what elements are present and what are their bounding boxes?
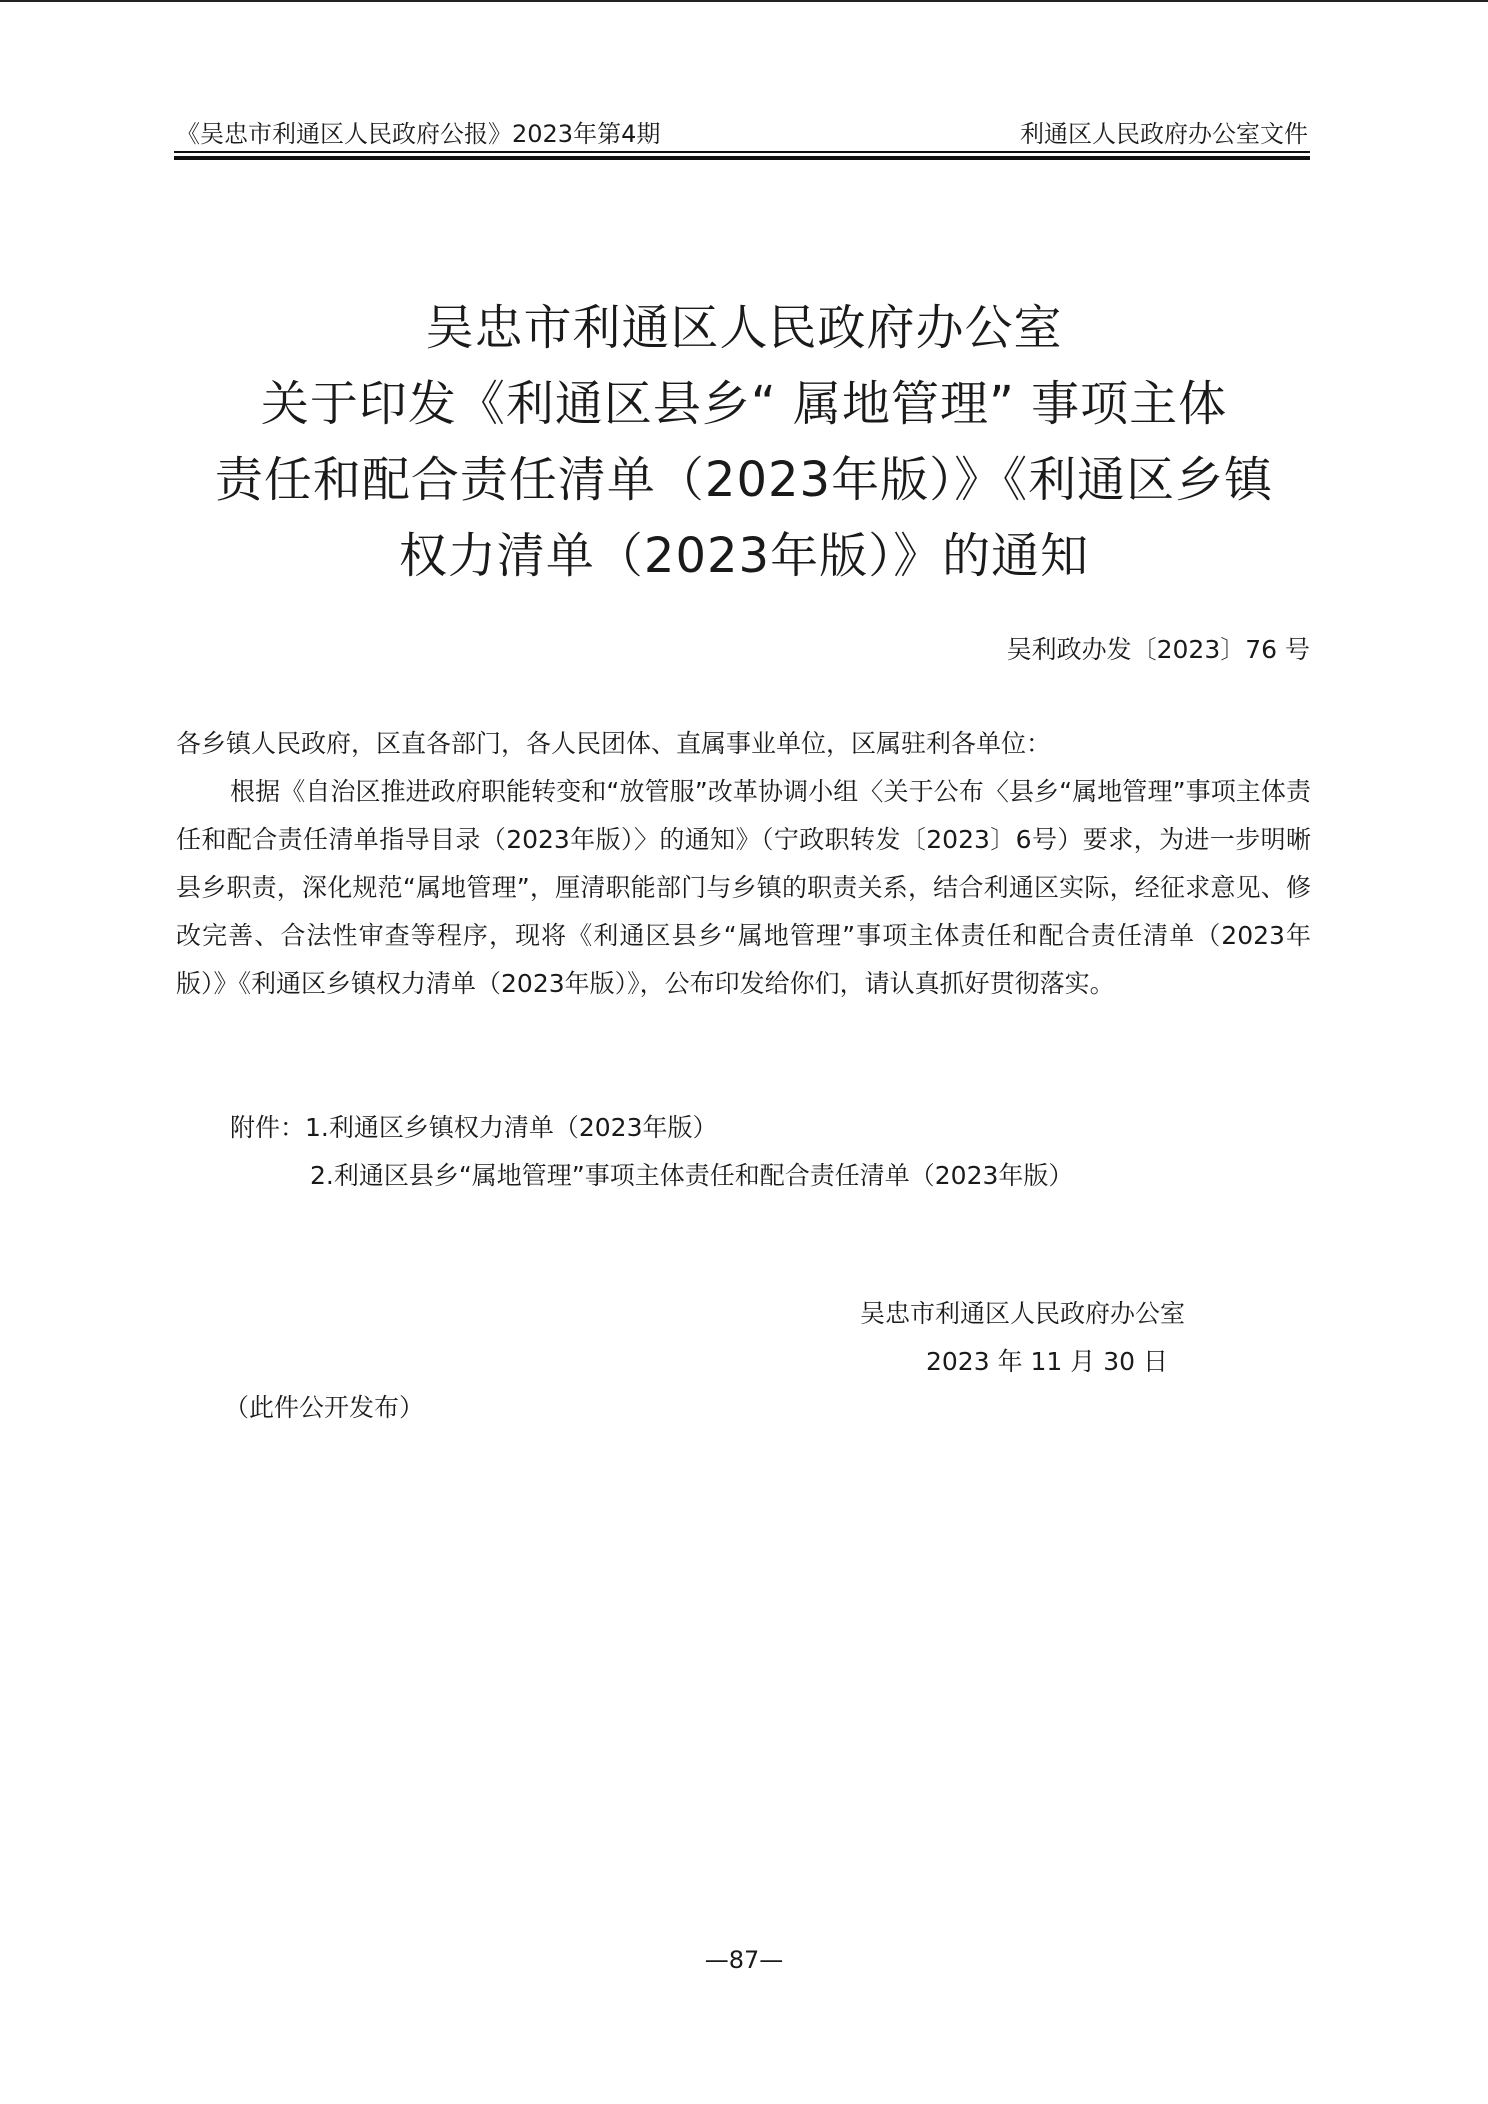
body-paragraph: 根据《自治区推进政府职能转变和“放管服”改革协调小组〈关于公布〈县乡“属地管理”事项主体责任和配合责任清单指导目录（2023年版）〉的通知》（宁政职转发〔2023〕6号）要求，为进一步明晰县乡职责，深化规范“属地管理”，厘清职能部门与乡镇的职责关系，结合利通区实际，经征求意见、修改完善、合法性审查等程序，现将《利通区县乡“属地管理”事项主体责任和配合责任清单（2023年版）》《利通区乡镇权力清单（2023年版）》，公布印发给你们，请认真抓好贯彻落实。	[176, 777, 1311, 998]
attachments-label: 附件：	[230, 1113, 306, 1142]
publication-note: （此件公开发布）	[224, 1393, 425, 1422]
page-number: —87—	[704, 1946, 784, 1974]
signature-date: 2023 年 11 月 30 日	[926, 1347, 1168, 1376]
page-top-border	[0, 0, 1488, 2]
header-rule-thick	[174, 156, 1310, 160]
title-line-2: 关于印发《利通区县乡“ 属地管理” 事项主体	[260, 376, 1228, 432]
header-document-type: 利通区人民政府办公室文件	[1020, 120, 1308, 148]
title-line-4: 权力清单（2023年版）》的通知	[398, 528, 1090, 584]
header-publication: 《吴忠市利通区人民政府公报》2023年第4期	[176, 120, 661, 148]
running-header	[176, 108, 1308, 148]
document-title	[120, 290, 1368, 594]
document-number: 吴利政办发〔2023〕76 号	[1006, 635, 1310, 664]
title-line-3: 责任和配合责任清单（2023年版）》《利通区乡镇	[214, 452, 1274, 508]
attachment-item-2: 2.利通区县乡“属地管理”事项主体责任和配合责任清单（2023年版）	[310, 1161, 1074, 1190]
signature-block	[860, 1290, 1185, 1386]
document-body	[176, 720, 1311, 1008]
title-line-1: 吴忠市利通区人民政府办公室	[425, 300, 1063, 356]
header-rule-thin	[174, 151, 1310, 153]
attachments	[230, 1104, 1073, 1200]
signature-org: 吴忠市利通区人民政府办公室	[860, 1299, 1186, 1328]
attachment-item-1: 1.利通区乡镇权力清单（2023年版）	[305, 1113, 718, 1142]
salutation: 各乡镇人民政府，区直各部门，各人民团体、直属事业单位，区属驻利各单位：	[176, 729, 1052, 758]
